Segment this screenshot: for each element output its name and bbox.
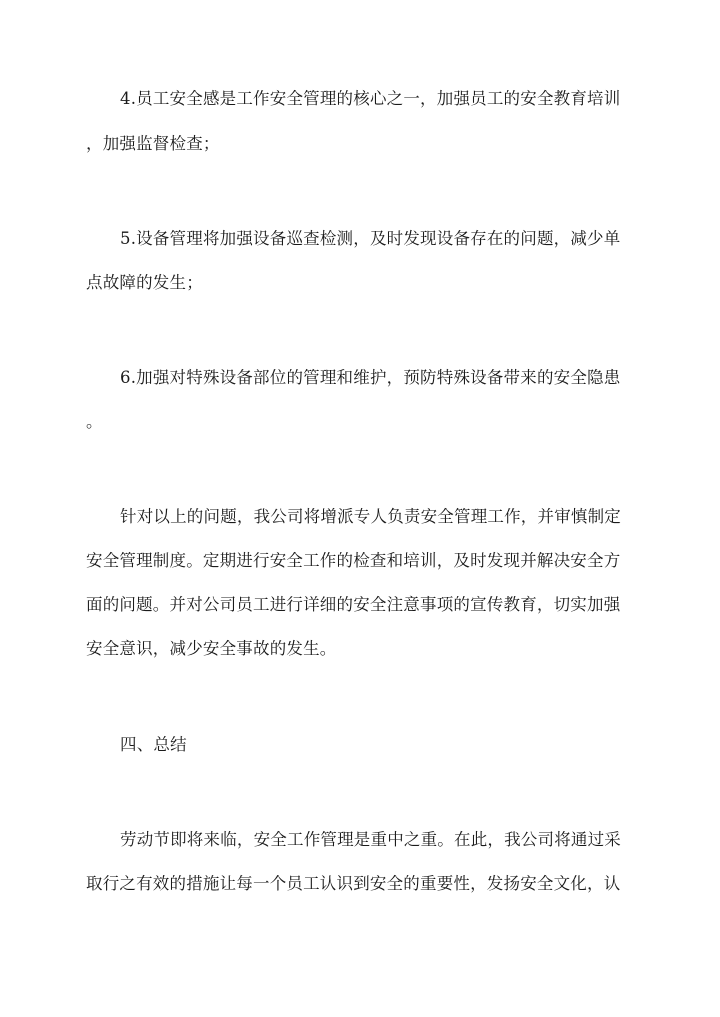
paragraph-summary-line-1: 劳动节即将来临，安全工作管理是重中之重。在此，我公司将通过采	[120, 830, 621, 849]
paragraph-measures-line-4: 安全意识，减少安全事故的发生。	[86, 639, 337, 658]
paragraph-item-6-line-1: 6.加强对特殊设备部位的管理和维护，预防特殊设备带来的安全隐患	[120, 368, 621, 387]
paragraph-measures-line-2: 安全管理制度。定期进行安全工作的检查和培训，及时发现并解决安全方	[86, 551, 621, 570]
paragraph-item-5-line-1: 5.设备管理将加强设备巡查检测，及时发现设备存在的问题，减少单	[120, 229, 621, 248]
paragraph-item-4-line-1: 4.员工安全感是工作安全管理的核心之一，加强员工的安全教育培训	[120, 89, 621, 108]
paragraph-summary-line-2: 取行之有效的措施让每一个员工认识到安全的重要性，发扬安全文化，认	[86, 874, 621, 893]
paragraph-measures-line-1: 针对以上的问题，我公司将增派专人负责安全管理工作，并审慎制定	[120, 507, 621, 526]
section-heading: 四、总结	[120, 735, 187, 754]
paragraph-item-5-line-2: 点故障的发生；	[86, 273, 203, 292]
paragraph-item-6-line-2: 。	[86, 412, 103, 431]
paragraph-item-4-line-2: ，加强监督检查；	[86, 134, 220, 153]
paragraph-measures-line-3: 面的问题。并对公司员工进行详细的安全注意事项的宣传教育，切实加强	[86, 595, 621, 614]
